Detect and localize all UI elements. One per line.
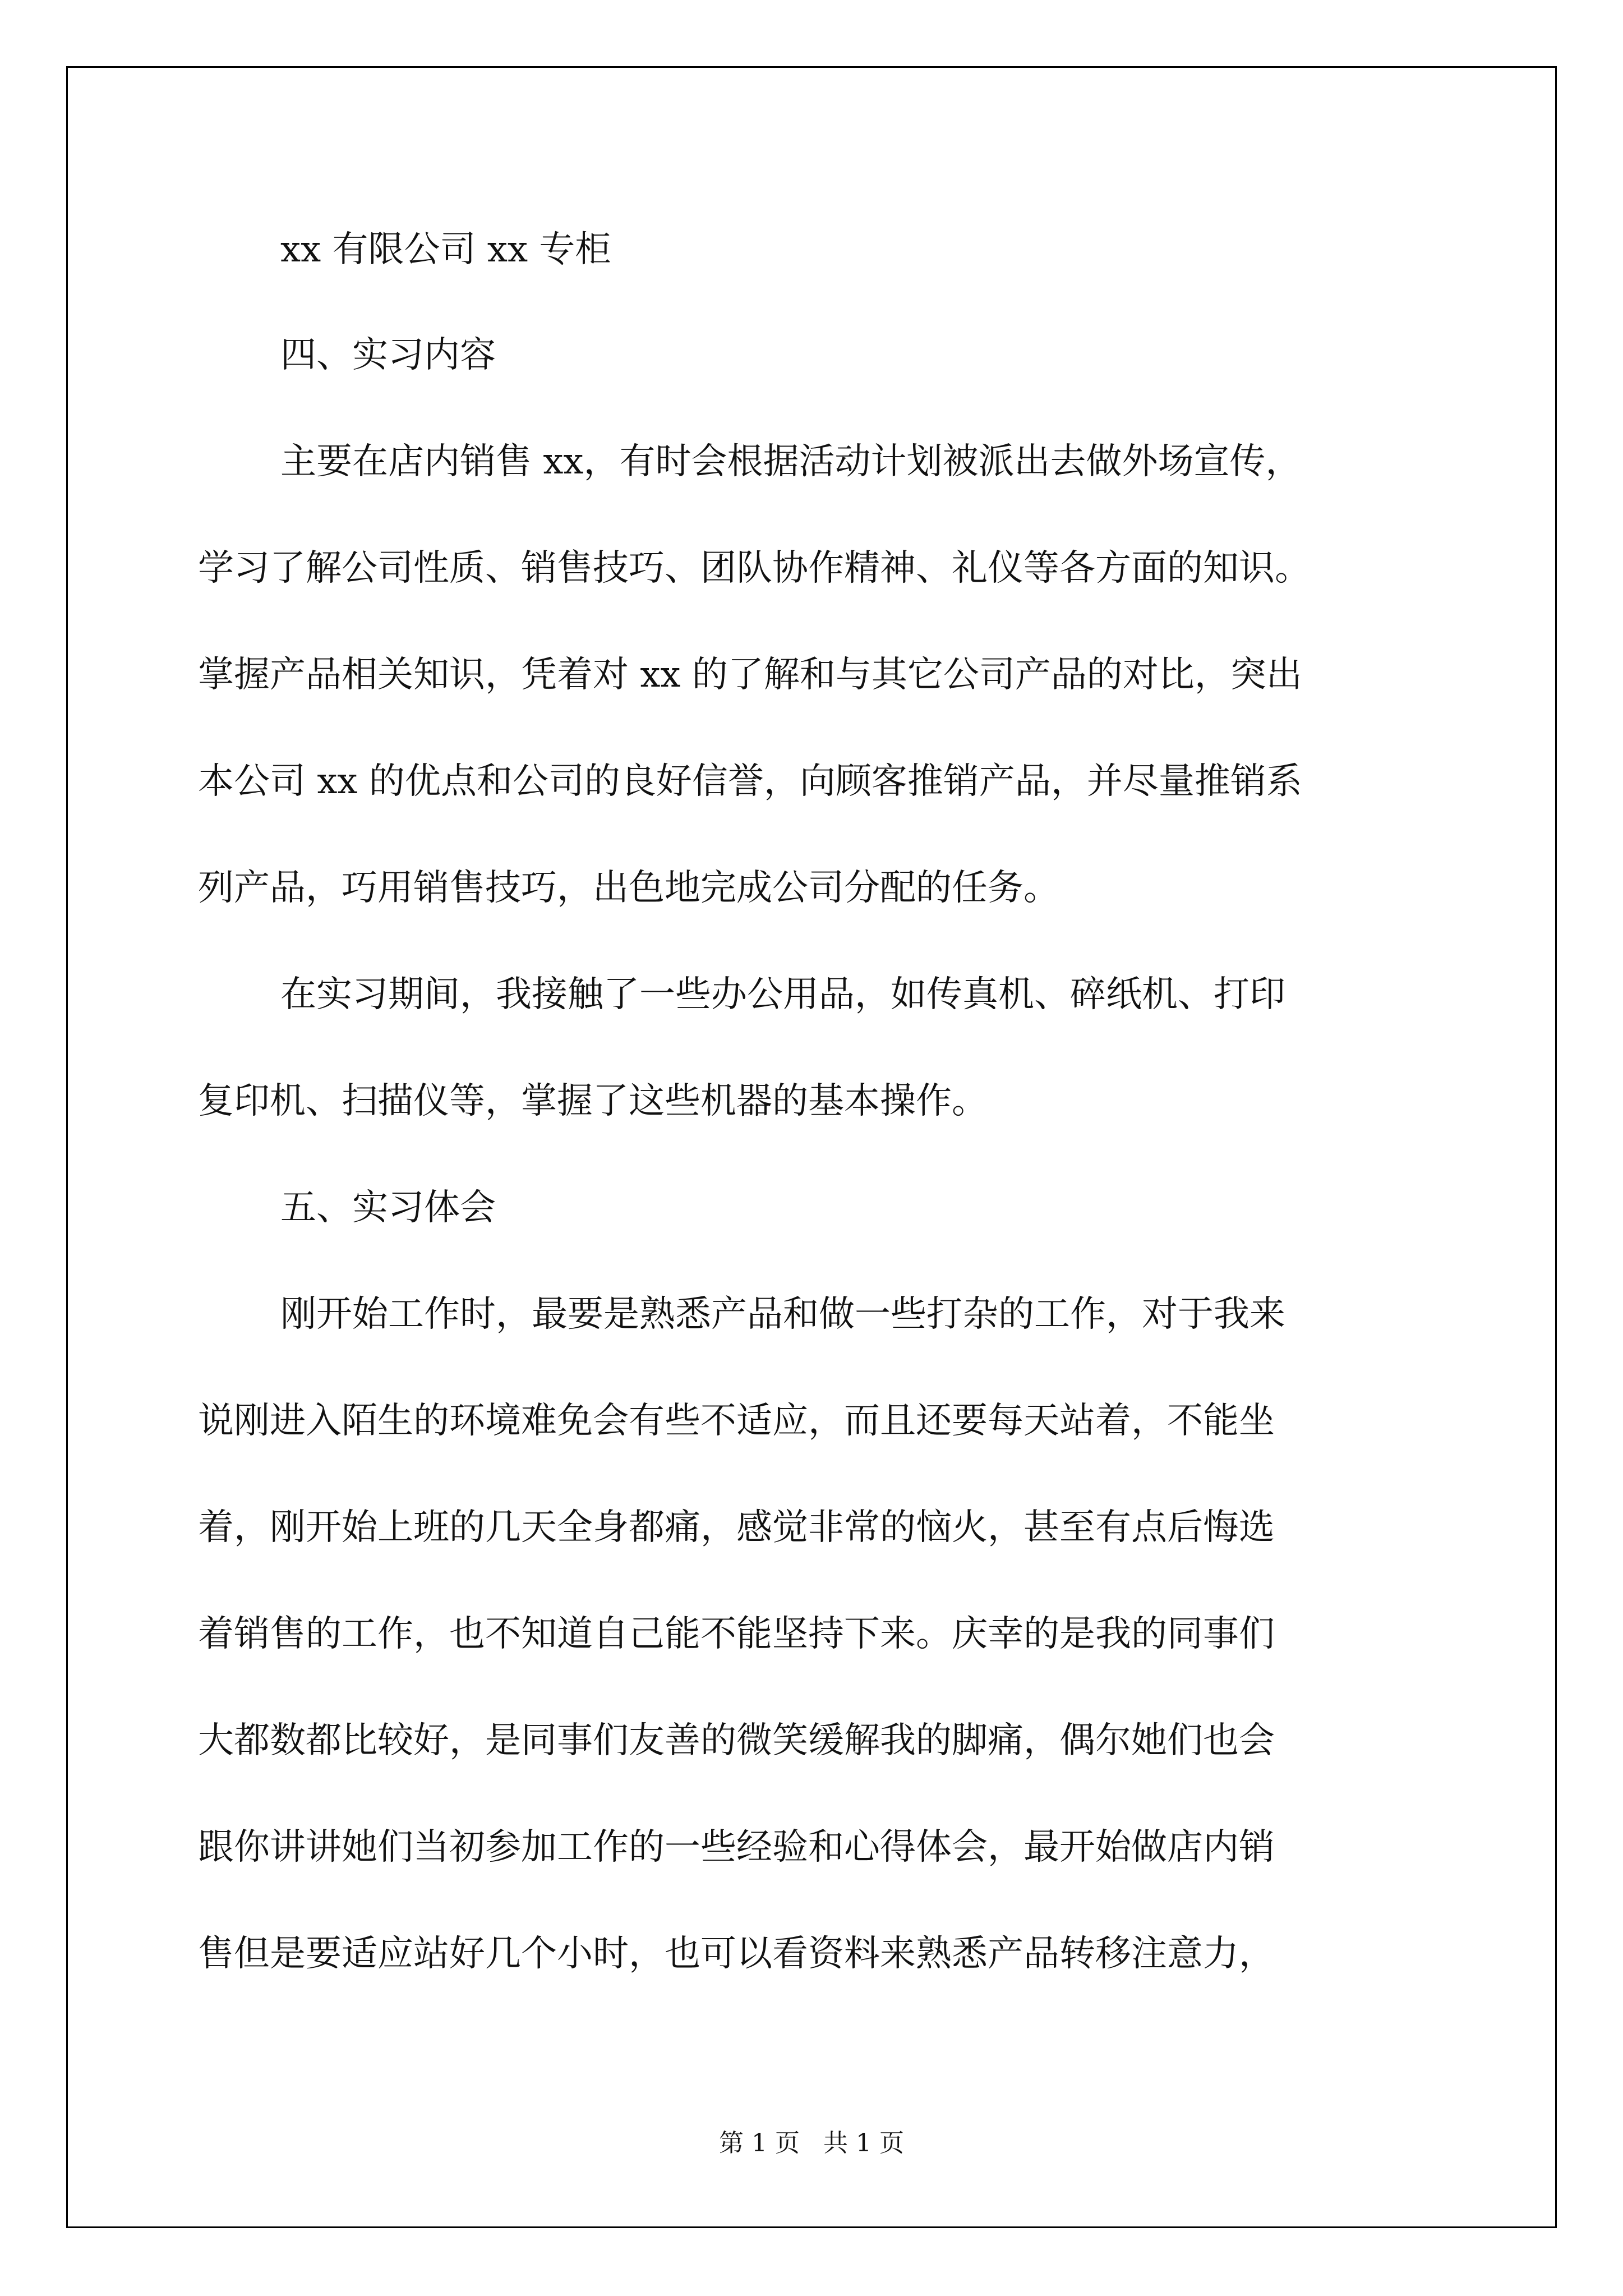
heading-section-4: 四、实习内容 — [280, 334, 496, 376]
page-border — [66, 66, 1557, 2228]
text-line-15: 大都数都比较好，是同事们友善的微笑缓解我的脚痛，偶尔她们也会 — [198, 1720, 1275, 1761]
text-line-3: 主要在店内销售 xx，有时会根据活动计划被派出去做外场宣传， — [280, 441, 1302, 482]
heading-section-5: 五、实习体会 — [280, 1187, 496, 1228]
text-line-9: 复印机、扫描仪等，掌握了这些机器的基本操作。 — [198, 1080, 988, 1122]
text-line-6: 本公司 xx 的优点和公司的良好信誉，向顾客推销产品，并尽量推销系 — [198, 761, 1302, 802]
text-line-17: 售但是要适应站好几个小时，也可以看资料来熟悉产品转移注意力， — [198, 1933, 1275, 1975]
text-line-14: 着销售的工作，也不知道自己能不能坚持下来。庆幸的是我的同事们 — [198, 1613, 1275, 1655]
text-line-8: 在实习期间，我接触了一些办公用品，如传真机、碎纸机、打印 — [280, 974, 1285, 1015]
text-line-1: xx 有限公司 xx 专柜 — [280, 229, 611, 270]
text-line-4: 学习了解公司性质、销售技巧、团队协作精神、礼仪等各方面的知识。 — [198, 547, 1311, 589]
page-footer: 第 1 页 共 1 页 — [719, 2129, 904, 2157]
text-line-13: 着，刚开始上班的几天全身都痛，感觉非常的恼火，甚至有点后悔选 — [198, 1507, 1275, 1548]
text-line-16: 跟你讲讲她们当初参加工作的一些经验和心得体会，最开始做店内销 — [198, 1826, 1275, 1868]
text-line-11: 刚开始工作时，最要是熟悉产品和做一些打杂的工作，对于我来 — [280, 1294, 1285, 1335]
text-line-12: 说刚进入陌生的环境难免会有些不适应，而且还要每天站着，不能坐 — [198, 1400, 1275, 1442]
text-line-5: 掌握产品相关知识，凭着对 xx 的了解和与其它公司产品的对比，突出 — [198, 654, 1302, 696]
text-line-7: 列产品，巧用销售技巧，出色地完成公司分配的任务。 — [198, 867, 1059, 909]
